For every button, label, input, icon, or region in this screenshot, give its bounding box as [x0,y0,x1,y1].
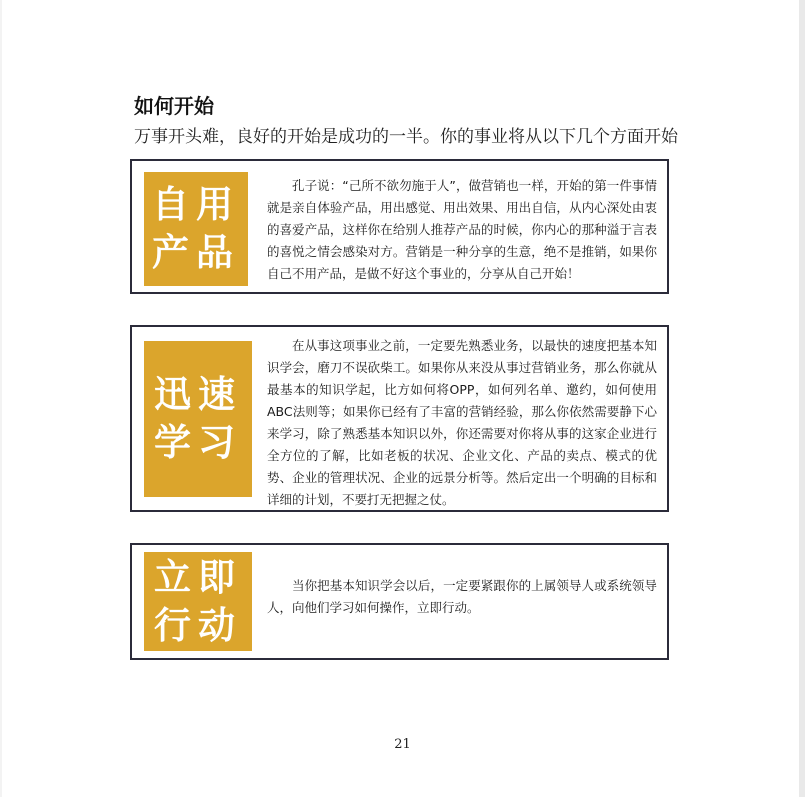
page-number: 21 [394,737,411,752]
badge-line-1: 迅速 [154,373,242,416]
section-card-quick-learning [130,325,669,512]
badge-line-2: 学习 [154,421,242,464]
section-badge-act-now [144,552,252,651]
section-badge-quick-learning [144,341,252,497]
badge-line-2: 行动 [154,604,242,647]
page-left-edge [0,0,2,797]
section-badge-self-use [144,172,248,286]
badge-line-1: 自用 [152,183,240,226]
page-heading: 如何开始 [134,94,214,118]
section-card-act-now [130,543,669,660]
page-subheading: 万事开头难，良好的开始是成功的一半。你的事业将从以下几个方面开始 [134,127,678,147]
section-text-quick-learning: 在从事这项事业之前，一定要先熟悉业务，以最快的速度把基本知识学会，磨刀不误砍柴工。如果你从来没从事过营销业务，那么你就从最基本的知识学起，比方如何将OPP，如何列名单、邀约，如何使用ABC法则等；如果你已经有了丰富的营销经验，那么你依然需要静下心来学习，除了熟悉基本知识以外，你还需要对你将从事的这家企业进行全方位的了解，比如老板的状况、企业文化、产品的卖点、模式的优势、企业的管理状况、企业的远景分析等。然后定出一个明确的目标和详细的计划，不要打无把握之仗。 [267,338,657,507]
section-text-act-now: 当你把基本知识学会以后，一定要紧跟你的上属领导人或系统领导人，向他们学习如何操作，立即行动。 [267,578,657,615]
section-text-self-use: 孔子说：“己所不欲勿施于人”，做营销也一样，开始的第一件事情就是亲自体验产品，用出感觉、用出效果、用出自信，从内心深处由衷的喜爱产品，这样你在给别人推荐产品的时候，你内心的那种溢于言表的喜悦之情会感染对方。营销是一种分享的生意，绝不是推销，如果你自己不用产品，是做不好这个事业的，分享从自己开始！ [267,178,657,281]
section-card-self-use [130,159,669,294]
badge-line-1: 立即 [154,556,242,599]
badge-line-2: 产品 [152,231,240,274]
page-right-edge [799,0,805,797]
